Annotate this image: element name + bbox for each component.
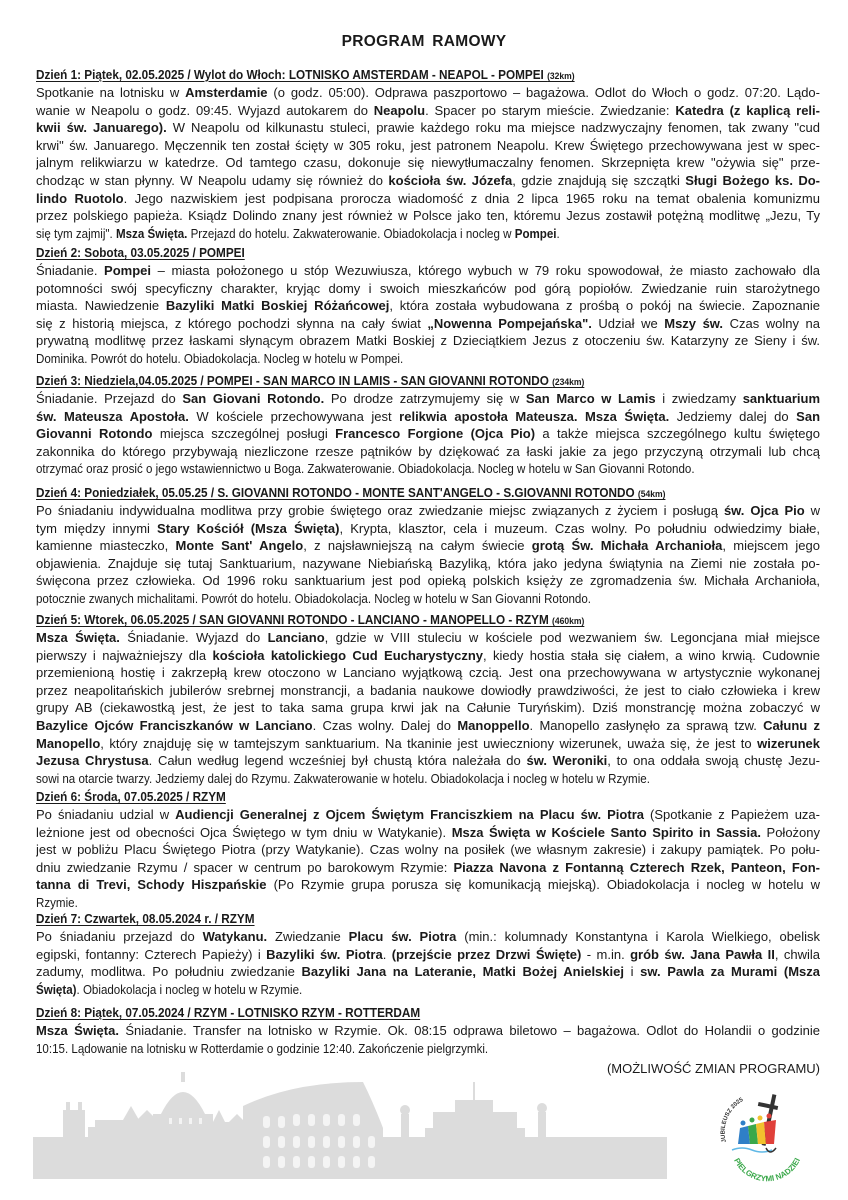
day-text-line	[36, 332, 820, 350]
text: Jedziemy dalej do	[669, 408, 797, 424]
text: W Neapolu od kilkunastu stuleci, prawie każdego roku ma miejsce nadzwyczajny fenomen, tak zwany "cud	[166, 120, 820, 136]
text: , gdzie znajdują się szczątki	[512, 172, 686, 188]
day-section	[36, 66, 820, 242]
rome-skyline-icon	[33, 1072, 667, 1182]
day-text-line	[36, 590, 591, 608]
bold-text: kościoła św. Józefa	[388, 172, 513, 188]
day-section	[36, 1004, 820, 1057]
text: Po śniadaniu udzial w	[36, 807, 176, 822]
bold-text: Francesco Forgione (Ojca Pio)	[335, 426, 536, 442]
text: Po śniadaniu indywidualna modlitwa przy grobie świętego oraz zwiedzanie miejsc związanych z życiem i posługą	[36, 503, 724, 518]
text: – miasta położonego u stóp Wezuwiusza, którego wybuch w 79 roku spowodował, że miasto zachowało dla	[151, 263, 820, 278]
text: . Manopello zasłynęło za sprawą tzw.	[529, 717, 764, 733]
bold-text: Lanciano	[267, 630, 325, 645]
day-text-line	[36, 190, 820, 208]
text: w	[804, 503, 820, 518]
text: Udział we	[591, 315, 665, 331]
day-section	[36, 244, 820, 368]
bold-text: Pompei	[514, 225, 557, 241]
text: krwi" św. Januarego. Męczennik ten został ścięty w 305 roku, jest patronem Neapolu. Krew Świętego przechowywana jest w spec-	[36, 137, 820, 153]
day-header	[36, 244, 245, 262]
bold-text: Manoppello	[457, 717, 530, 733]
text: Przejazd do hotelu. Zakwaterowanie. Obiadokolacja i nocleg w	[187, 225, 515, 241]
bold-text: Neapolu	[373, 102, 426, 118]
bold-text: lindo Ruotolo	[36, 190, 124, 206]
day-text-line	[36, 119, 820, 137]
bold-text: Stary Kościół (Msza Święta)	[157, 520, 340, 536]
day-header-title: Dzień 2: Sobota, 03.05.2025 / POMPEI	[36, 245, 245, 260]
text: zadumy, modlitwa. Po południu zwiedzanie	[36, 964, 302, 980]
bold-text: Mszy św.	[664, 315, 724, 331]
text: Zwiedzanie	[267, 929, 349, 944]
text: , to ona oddała swoją chustę Jezu-	[607, 753, 820, 769]
bold-text: Bazyliki św. Piotra	[266, 946, 383, 962]
text: Po śniadaniu przejazd do	[36, 929, 203, 944]
bold-text: San Giovani Rotondo.	[182, 391, 325, 406]
text: sowi na otarcie twarzy. Jedziemy dalej do Rzymu. Zakwaterowanie w hotelu. Obiadokolacja i nocleg w hotelu w Rzymie.	[36, 770, 650, 786]
bold-text: Amsterdamie	[185, 85, 268, 100]
day-header	[36, 484, 665, 502]
bold-text: św. Ojca Pio	[723, 503, 805, 518]
text: , który znajduję się w tamtejszym sanktuarium. Na tkaninie jest uwieczniony wizerunek, uważa się, że jest to	[100, 735, 758, 751]
day-header-title: Dzień 5: Wtorek, 06.05.2025 / SAN GIOVANNI ROTONDO - LANCIANO - MANOPELLO - RZYM	[36, 612, 553, 627]
text: Rzymie.	[36, 894, 78, 910]
day-section	[36, 484, 820, 608]
text: miejsca szczególnej posługi	[152, 426, 336, 442]
text: tym między innymi	[36, 520, 158, 536]
jubilee-pilgrims-of-hope-logo-icon	[712, 1082, 812, 1182]
day-text-line	[36, 806, 820, 824]
day-header	[36, 788, 226, 806]
bold-text: Święta)	[36, 981, 77, 997]
text: . Obiadokolacja i nocleg w hotelu w Rzymie.	[76, 981, 303, 997]
day-text-line	[36, 876, 820, 894]
bold-text: grotą Św. Michała Archanioła	[531, 538, 723, 554]
day-text-line	[36, 699, 820, 717]
bold-text: Jezusa Chrystusa	[36, 753, 149, 769]
day-text-line	[36, 102, 820, 120]
day-header-title: Dzień 7: Czwartek, 08.05.2024 r. / RZYM	[36, 911, 255, 926]
day-text-line	[36, 137, 820, 155]
day-section	[36, 788, 820, 912]
text: dniu zwiedzanie Rzymu / spacer w centrum po barokowym Rzymie:	[36, 859, 454, 875]
text: (o godz. 05:00). Odprawa paszportowo – bagażowa. Odlot do Włoch o godz. 07:20. Lądo-	[267, 85, 820, 100]
text: , która została wybudowana z prośbą o pokój na świecie. Zapoznanie	[389, 298, 820, 314]
day-header-title: Dzień 4: Poniedziałek, 05.05.25 / S. GIOVANNI ROTONDO - MONTE SANT'ANGELO - S.GIOVANNI ROTONDO	[36, 485, 638, 500]
text: . Czas wolny. Dalej do	[312, 717, 458, 733]
text: 10:15. Lądowanie na lotnisku w Rotterdamie o godzinie 12:40. Zakończenie pielgrzymki.	[36, 1040, 489, 1056]
bold-text: Manopello	[36, 735, 101, 751]
bold-text: Watykanu.	[202, 929, 268, 944]
text: , chwila	[774, 946, 820, 962]
program-change-note: (MOŻLIWOŚĆ ZMIAN PROGRAMU)	[606, 1061, 820, 1076]
day-header	[36, 66, 575, 84]
day-text-line	[36, 682, 820, 700]
day-text-line	[36, 315, 820, 333]
day-text-line	[36, 859, 820, 877]
text: , Krypta, klasztor, cela i muzeum. Czas wolny. Po południu odwiedzimy białe,	[339, 520, 820, 536]
text: święcona przez człowieka. Od 1996 roku sanktuarium jest pod opieką polskich księży ze zgromadzenia św. Michała Archanioła,	[36, 573, 820, 589]
day-text-line	[36, 408, 820, 426]
day-text-line	[36, 207, 820, 225]
bold-text: relikwia apostoła Mateusza. Msza Święta.	[399, 408, 670, 424]
day-text-line	[36, 460, 695, 478]
day-text-line	[36, 172, 820, 190]
day-text-line	[36, 894, 78, 912]
day-distance: (234km)	[552, 377, 585, 388]
day-text-line	[36, 443, 820, 461]
day-text-line	[36, 502, 820, 520]
day-distance: (460km)	[552, 616, 585, 627]
text: . Spacer po starym mieście. Zwiedzanie:	[425, 102, 676, 118]
bold-text: tanna di Trevi, Schody Hiszpańskie	[36, 877, 267, 893]
day-text-line	[36, 297, 820, 315]
day-text-line	[36, 225, 560, 243]
day-text-line	[36, 664, 820, 682]
bold-text: św. Weroniki	[526, 753, 608, 769]
day-header	[36, 1004, 420, 1022]
text: - m.in.	[581, 946, 631, 962]
day-text-line	[36, 572, 820, 590]
text: kamienne miasteczko,	[36, 538, 176, 554]
day-text-line	[36, 262, 820, 280]
text: otrzymać oraz prosić o jego wstawiennictwo u Boga. Zakwaterowanie. Obiadokolacja. Nocleg w hotelu w San Giovanni Rotondo.	[36, 461, 695, 477]
bold-text: Audiencji Generalnej z Ojcem Świętym Franciszkiem na Placu św. Piotra	[175, 807, 644, 822]
bold-text: Całunu z	[763, 717, 820, 733]
day-text-line	[36, 425, 820, 443]
bold-text: Msza Święta.	[36, 630, 120, 645]
day-text-line	[36, 735, 820, 753]
day-text-line	[36, 555, 820, 573]
text: jalnym relikwiarzu w katedrze. Od tamtego czasu, dokonuje się niewytłumaczalny fenomen. Skrzepnięta krew "ożywia się" prze-	[36, 155, 820, 171]
bold-text: Msza Święta.	[115, 225, 188, 241]
day-header	[36, 611, 584, 629]
bold-text: Bazyliki Matki Boskiej Różańcowej	[165, 298, 390, 314]
text: Po drodze zatrzymujemy się w	[324, 391, 526, 406]
text: egipski, fontanny: Czterech Papieży) i	[36, 946, 267, 962]
day-text-line	[36, 981, 302, 999]
bold-text: San Marco w Lamis	[525, 391, 656, 406]
day-text-line	[36, 647, 820, 665]
day-section	[36, 372, 820, 478]
day-text-line	[36, 1040, 488, 1058]
text: i zwiedzamy	[655, 391, 743, 406]
day-text-line	[36, 629, 820, 647]
page-title: PROGRAM RAMOWY	[341, 33, 507, 50]
text: jest w pobliżu Placu Świętego Piotra (przy Watykanie). Czas wolny na posiłek (we własnym zakresie) i zakupy pamiątek. Po połu-	[36, 842, 820, 858]
day-text-line	[36, 537, 820, 555]
text: . Całun według legend wcześniej był chustą która należała do	[148, 753, 527, 769]
svg-text:JUBILEUSZ 2025: JUBILEUSZ 2025	[720, 1097, 745, 1143]
text: prywatną modlitwę przez łaskami słynącym obrazem Matki Boskiej z Dzieciątkiem Jezus z otoczeniu św. Katarzyny ze Sieny i św.	[36, 333, 820, 349]
day-text-line	[36, 520, 820, 538]
text: grupy AB (ciekawostką jest, że jest to taka sama grupa krwi jak na Całunie Turyńskim). Dziś monstrancję można zobaczyć w	[36, 700, 820, 716]
text: W kościele przechowywana jest	[188, 408, 400, 424]
text: , z najsławniejszą na całym świecie	[303, 538, 532, 554]
bold-text: wizerunek	[757, 735, 820, 751]
text: potocznie zwanych michalitami. Powrót do hotelu. Obiadokolacja. Nocleg w hotelu w San Giovanni Rotondo.	[36, 590, 592, 606]
text: przez polskiego papieża. Ksiądz Dolindo znany jest również w Polsce jako ten, któremu Jezus zostawił potężną modlitwę „Jezu, Ty	[36, 208, 820, 224]
text: , kiedy hostia stała się ciałem, a wino krwią. Cudownie	[483, 647, 820, 663]
day-section	[36, 910, 820, 998]
text: Spotkanie na lotnisku w	[36, 85, 186, 100]
bold-text: grób św. Jana Pawła II	[630, 946, 775, 962]
day-text-line	[36, 717, 820, 735]
text: , gdzie w VIII stuleciu w kościele pod wezwaniem św. Legoncjana miał miejsce	[324, 630, 820, 645]
text: leżnione jest od obecności Ojca Świętego w tym dniu w Watykanie).	[36, 824, 452, 840]
bold-text: św. Mateusza Apostoła.	[36, 408, 189, 424]
bold-text: Sługi Bożego ks. Do-	[685, 172, 820, 188]
bold-text: kwii św. Januarego).	[36, 120, 167, 136]
text: przez neapolitańskich jubilerów srebrnej monstrancji, a badania naukowe dowiodły prawdziwości, że jest to ciało człowieka i krew	[36, 682, 820, 698]
bold-text: Msza Święta w Kościele Santo Spirito in Sassia.	[451, 824, 761, 840]
text: miasta. Nawiedzenie	[36, 298, 166, 314]
text: (Po Rzymie grupa porusza się komunikacją miejską). Obiadokolacja i nocleg w hotelu w	[266, 877, 820, 893]
day-text-line	[36, 963, 820, 981]
text: Śniadanie. Wyjazd do	[119, 630, 268, 645]
day-text-line	[36, 752, 820, 770]
bold-text: Msza Święta.	[36, 1023, 119, 1038]
text: Śniadanie. Transfer na lotnisko w Rzymie. Ok. 08:15 odprawa biletowo – bagażowa. Odlot do Holandii o godzinie	[118, 1023, 820, 1038]
day-text-line	[36, 770, 650, 788]
text: Czas wolny na	[723, 315, 820, 331]
text: Położony	[760, 824, 820, 840]
day-text-line	[36, 946, 820, 964]
text: się tym zajmij".	[36, 225, 116, 241]
bold-text: San	[796, 408, 820, 424]
text: Dominika. Powrót do hotelu. Obiadokolacja. Nocleg w hotelu w Pompei.	[36, 350, 404, 366]
day-text-line	[36, 841, 820, 859]
bold-text: Placu św. Piotra	[348, 929, 457, 944]
text: się z historią miejsca, z którego pochodzi słynna na cały świat	[36, 315, 428, 331]
day-text-line	[36, 824, 820, 842]
day-distance: (32km)	[547, 71, 575, 82]
day-text-line	[36, 84, 820, 102]
text: .	[382, 946, 392, 962]
day-text-line	[36, 350, 403, 368]
bold-text: Bazylice Ojców Franciszkanów w Lanciano	[36, 717, 313, 733]
text: objawienia. Znajduje się tutaj Sanktuarium, nazywane Niebiańską Bazyliką, która jako jedyna świątynia na Ziemi nie została po-	[36, 555, 820, 571]
day-section	[36, 611, 820, 787]
text: , miejscem jego	[722, 538, 820, 554]
day-header-title: Dzień 3: Niedziela,04.05.2025 / POMPEI - SAN MARCO IN LAMIS - SAN GIOVANNI ROTONDO	[36, 373, 553, 388]
bold-text: Monte Sant' Angelo	[175, 538, 304, 554]
bold-text: Piazza Navona z Fontanną Czterech Rzek, Panteon, Fon-	[453, 859, 820, 875]
day-text-line	[36, 1022, 820, 1040]
bold-text: Katedra (z kaplicą reli-	[675, 102, 820, 118]
svg-text:PIELGRZYMI NADZIEI: PIELGRZYMI NADZIEI	[732, 1156, 802, 1182]
day-text-line	[36, 280, 820, 298]
bold-text: kościoła katolickiego Cud Eucharystyczny	[212, 647, 484, 663]
text: Śniadanie. Przejazd do	[36, 391, 183, 406]
text: .	[556, 225, 560, 241]
text: . Jego nazwiskiem jest podpisana prorocza wiadomość z dnia 2 lipca 1965 roku na temat obalenia komunizmu	[123, 190, 820, 206]
bold-text: „Nowenna Pompejańska".	[427, 315, 592, 331]
bold-text: Pompei	[104, 263, 152, 278]
bold-text: sanktuarium	[742, 391, 820, 406]
text: chodząc w stan płynny. W Neapolu udamy się również do	[36, 172, 389, 188]
text: pierwszy i najważniejszy dla	[36, 647, 213, 663]
text: a także miejsca szczególnego kultu świętego	[535, 426, 820, 442]
day-header-title: Dzień 1: Piątek, 02.05.2025 / Wylot do Włoch: LOTNISKO AMSTERDAM - NEAPOL - POMPEI	[36, 67, 548, 82]
text: (min.: kolumnady Konstantyna i Karola Wielkiego, obelisk	[456, 929, 820, 944]
day-header	[36, 910, 255, 928]
text: potomności swój specyficzny charakter, kryjąc domy i swoich mieszkańców pod górą popiołów. Zwiedzanie ruin starożytnego	[36, 280, 820, 296]
text: Śniadanie.	[36, 263, 105, 278]
bold-text: Giovanni Rotondo	[36, 426, 153, 442]
text: i	[623, 964, 641, 980]
day-text-line	[36, 154, 820, 172]
text: przemienioną hostię i zakrzepłą krew otoczono w Lanciano wyjątkową czcią. Jest ona przechowywana w artystycznie wykonanej	[36, 665, 820, 681]
bold-text: (przejście przez Drzwi Święte)	[391, 946, 582, 962]
day-header-title: Dzień 6: Środa, 07.05.2025 / RZYM	[36, 789, 226, 804]
day-distance: (54km)	[637, 489, 666, 500]
day-text-line	[36, 390, 820, 408]
day-text-line	[36, 928, 820, 946]
text: wanie w Neapolu o godz. 09:45. Wyjazd autokarem do	[36, 102, 374, 118]
day-header	[36, 372, 584, 390]
bold-text: Bazyliki Jana na Lateranie, Matki Bożej Anielskiej	[301, 964, 624, 980]
text: zakonnika do którego przybywają niezliczone rzesze pątników by dziękować za łaski jakie za jego przyczyną otrzymali lub chcą	[36, 443, 820, 459]
day-header-title: Dzień 8: Piątek, 07.05.2024 / RZYM - LOTNISKO RZYM - ROTTERDAM	[36, 1005, 421, 1020]
bold-text: sw. Pawla za Murami (Msza	[640, 964, 820, 980]
text: (Spotkanie z Papieżem uza-	[643, 807, 820, 822]
